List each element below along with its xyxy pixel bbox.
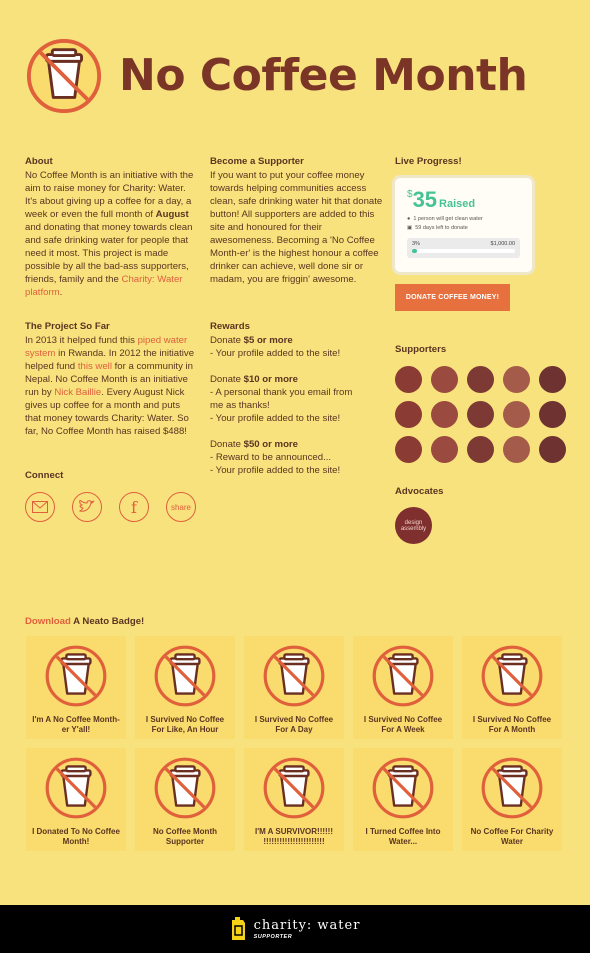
about-text-2: and donating that money towards clean and safe drinking water for people that need it most. This project is made possible by all the bad-ass supporters, friends, family and the (25, 222, 193, 285)
no-coffee-badge-icon (480, 644, 544, 708)
supporter-avatar[interactable] (395, 366, 422, 393)
this-well-link[interactable]: this well (77, 361, 112, 372)
reward-line: - Your profile added to the site! (210, 413, 341, 424)
badge-label: I Turned Coffee Into Water... (365, 827, 441, 846)
rewards-heading: Rewards (210, 321, 250, 332)
badge-item[interactable] (462, 636, 562, 739)
share-button[interactable]: share (166, 492, 196, 522)
badge-item[interactable] (244, 636, 344, 739)
supporter-avatar[interactable] (395, 401, 422, 428)
charity-water-logo[interactable] (230, 917, 361, 941)
badge-label: I Survived No Coffee For A Day (254, 715, 334, 734)
no-coffee-badge-icon (262, 644, 326, 708)
badge-label: No Coffee Month Supporter (153, 827, 217, 846)
design-assembly-logo[interactable] (395, 507, 432, 544)
badge-item[interactable] (135, 748, 235, 851)
supporter-avatar[interactable] (503, 436, 530, 463)
connect-section (25, 469, 200, 522)
badge-title-rest: A Neato Badge! (73, 616, 145, 627)
reward-tier (210, 438, 360, 477)
badge-label: I'M A SURVIVOR!!!!!! !!!!!!!!!!!!!!!!!!!!!!! (254, 827, 334, 846)
page-title: No Coffee Month (119, 50, 528, 101)
twitter-icon[interactable] (72, 492, 102, 522)
reward-line: - A personal thank you email from me as thanks! (210, 387, 353, 411)
project-text-2: in Rwanda. In 2012 the initiative helped fund (25, 348, 195, 372)
project-heading: The Project So Far (25, 321, 110, 332)
project-text-3: for a community in Nepal. No Coffee Month is an initiative run by (25, 361, 194, 398)
reward-line: - Your profile added to the site! (210, 348, 341, 359)
supporter-avatar[interactable] (431, 366, 458, 393)
badge-item[interactable] (26, 748, 126, 851)
no-coffee-badge-icon (262, 756, 326, 820)
progress-bar-container (407, 238, 520, 258)
percent-label: 3% (412, 241, 420, 247)
no-coffee-badge-icon (153, 756, 217, 820)
reward-tier (210, 334, 360, 360)
about-text-1: No Coffee Month is an initiative with the aim to raise money for Charity: Water. It's about giving up a coffee for a day, a week or even the full month of (25, 170, 194, 220)
supporter-avatar[interactable] (431, 436, 458, 463)
badge-item[interactable] (26, 636, 126, 739)
piped-water-system-link[interactable]: piped water system (25, 335, 188, 359)
footer (0, 905, 590, 953)
supporter-avatar[interactable] (539, 401, 566, 428)
project-section (25, 320, 197, 438)
charity-water-brand: charity: water (253, 918, 361, 933)
supporter-avatar[interactable] (395, 436, 422, 463)
badge-item[interactable] (244, 748, 344, 851)
no-coffee-badge-icon (371, 756, 435, 820)
badge-title (25, 616, 144, 627)
raised-value: 35 (412, 187, 438, 212)
no-coffee-badge-icon (153, 644, 217, 708)
supporter-avatar[interactable] (467, 366, 494, 393)
about-heading: About (25, 156, 53, 167)
supporter-avatar[interactable] (467, 401, 494, 428)
currency-symbol: $ (407, 189, 413, 200)
people-line (407, 216, 520, 222)
supporter-label: SUPPORTER (253, 934, 293, 940)
supporter-avatar[interactable] (431, 401, 458, 428)
badge-label: No Coffee For Charity Water (470, 827, 554, 846)
connect-heading: Connect (25, 470, 64, 481)
nick-baillie-link[interactable]: Nick Baillie (54, 387, 102, 398)
badge-label: I'm A No Coffee Month-er Y'all! (32, 715, 120, 734)
badge-label: I Survived No Coffee For A Week (363, 715, 443, 734)
advocates-heading: Advocates (395, 486, 444, 497)
badge-item[interactable] (353, 748, 453, 851)
supporter-avatar[interactable] (539, 366, 566, 393)
become-supporter-section (210, 155, 385, 286)
about-text-3: . (59, 287, 63, 298)
badge-item[interactable] (135, 636, 235, 739)
advocate-logo-text: design assembly (400, 519, 427, 532)
calendar-icon: ▣ (407, 225, 413, 231)
supporter-avatar[interactable] (539, 436, 566, 463)
project-text (25, 334, 197, 438)
no-coffee-badge-icon (371, 644, 435, 708)
badge-label: I Donated To No Coffee Month! (32, 827, 120, 846)
progress-bar (412, 249, 515, 253)
jerry-can-icon (230, 917, 247, 941)
reward-tier (210, 373, 360, 425)
reward-line: - Reward to be announced... (210, 452, 332, 463)
no-coffee-logo-icon (25, 37, 103, 115)
person-icon: ● (407, 216, 411, 222)
reward-prefix: Donate (210, 374, 241, 385)
rewards-section (210, 320, 360, 477)
supporter-avatar[interactable] (503, 401, 530, 428)
social-icons (25, 492, 200, 522)
badge-label: I Survived No Coffee For Like, An Hour (145, 715, 225, 734)
supporter-avatar[interactable] (467, 436, 494, 463)
become-text: If you want to put your coffee money towards helping communities access clean, safe drinking water hit that donate button! All supporters are added to this site and honoured for their awesomeness. Becoming a 'No Coffee Month-er' is the highest honour a coffee drinker can achieve, well done sir or madam, you are friggin' awesome. (210, 170, 383, 285)
email-icon[interactable] (25, 492, 55, 522)
no-coffee-badge-icon (44, 644, 108, 708)
badge-item[interactable] (462, 748, 562, 851)
charity-water-platform-link[interactable]: Charity: Water platform (25, 274, 183, 298)
badges-grid (26, 636, 562, 851)
reward-amount: $50 or more (243, 439, 299, 450)
progress-labels (412, 241, 515, 247)
donate-button[interactable]: DONATE COFFEE MONEY! (395, 284, 510, 311)
reward-prefix: Donate (210, 335, 241, 346)
supporter-avatar[interactable] (503, 366, 530, 393)
raised-label: Raised (439, 198, 476, 210)
raised-amount (407, 187, 520, 213)
facebook-icon[interactable]: f (119, 492, 149, 522)
people-text: 1 person will get clean water (413, 216, 483, 222)
reward-prefix: Donate (210, 439, 241, 450)
charity-water-text (254, 918, 361, 940)
about-text-bold: August (155, 209, 189, 220)
days-line (407, 225, 520, 231)
project-text-4: . Every August Nick gives up coffee for a month and puts that money towards Charity: Water. So far, No Coffee Month has raised $488! (25, 387, 189, 437)
reward-line: - Your profile added to the site! (210, 465, 341, 476)
progress-widget (395, 178, 532, 272)
become-heading: Become a Supporter (210, 156, 304, 167)
badge-label: I Survived No Coffee For A Month (472, 715, 552, 734)
reward-amount: $10 or more (243, 374, 299, 385)
supporters-heading: Supporters (395, 344, 447, 355)
about-text (25, 169, 197, 299)
about-section (25, 155, 197, 299)
reward-amount: $5 or more (243, 335, 293, 346)
progress-heading: Live Progress! (395, 156, 462, 167)
supporters-grid (395, 366, 566, 463)
no-coffee-badge-icon (44, 756, 108, 820)
badge-item[interactable] (353, 636, 453, 739)
header (25, 37, 527, 115)
download-link[interactable]: Download (25, 616, 71, 627)
days-text: 59 days left to donate (415, 225, 468, 231)
progress-bar-fill (412, 249, 417, 253)
project-text-1: In 2013 it helped fund this (25, 335, 135, 346)
no-coffee-badge-icon (480, 756, 544, 820)
goal-label: $1,000.00 (490, 241, 515, 247)
